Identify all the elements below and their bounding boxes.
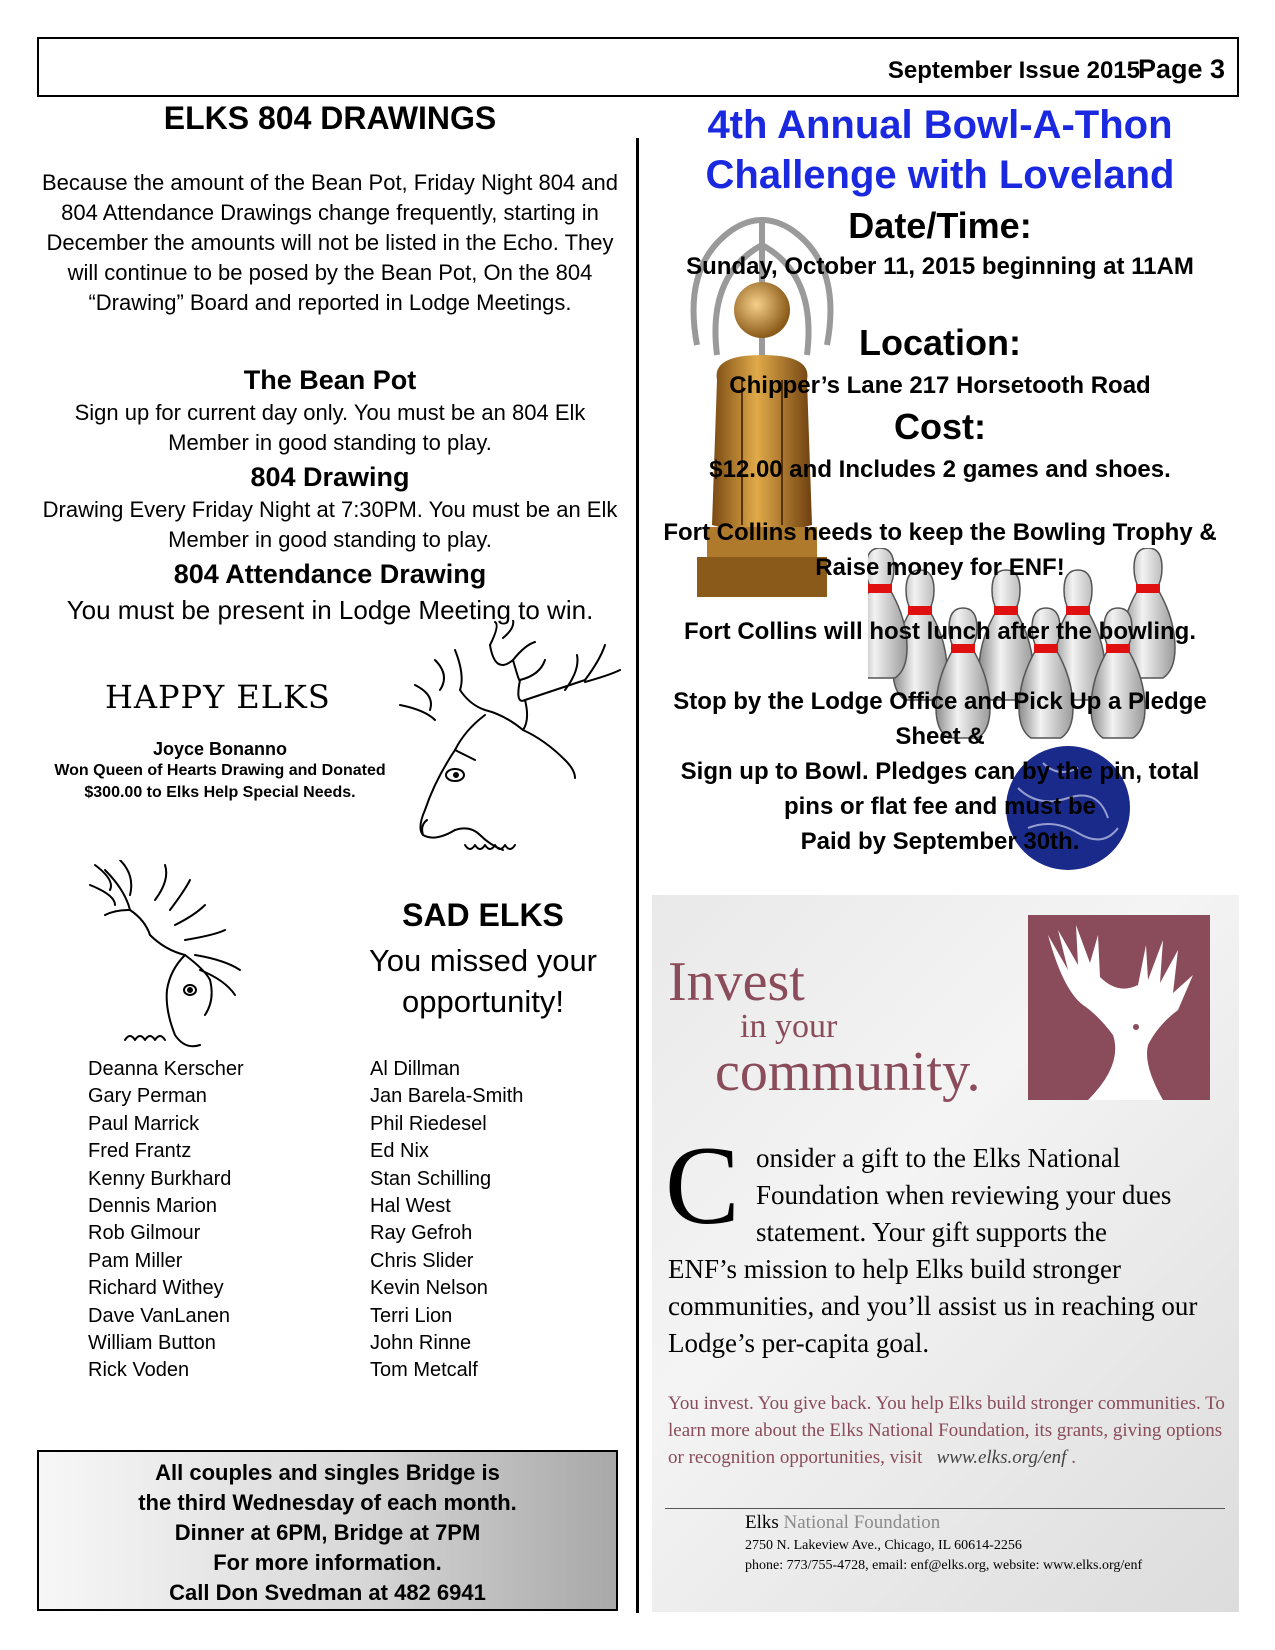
bowl-paragraph-2: Fort Collins will host lunch after the bowling. xyxy=(684,618,1196,645)
happy-elks-note xyxy=(50,738,390,804)
location-text: Chipper’s Lane 217 Horsetooth Road xyxy=(729,372,1151,399)
bean-pot-heading: The Bean Pot xyxy=(243,365,417,395)
list-item: Phil Riedesel xyxy=(370,1112,487,1135)
bridge-line: the third Wednesday of each month. xyxy=(138,1490,517,1515)
drop-cap: C xyxy=(665,1124,740,1248)
bowl-a-thon-title xyxy=(655,100,1225,200)
drawing-804-text: Drawing Every Friday Night at 7:30PM. You must be an Elk Member in good standing to play. xyxy=(42,497,618,552)
list-item: Rick Voden xyxy=(88,1359,190,1382)
happy-elk-text: Won Queen of Hearts Drawing and Donated $300.00 to Elks Help Special Needs. xyxy=(54,762,386,801)
bowl-paragraph-5: Paid by September 30th. xyxy=(800,828,1080,855)
enf-org-name-1: Elks xyxy=(745,1512,779,1533)
list-item: Al Dillman xyxy=(370,1058,461,1080)
list-item: Dennis Marion xyxy=(88,1195,217,1218)
list-item: Chris Slider xyxy=(370,1249,474,1272)
list-item: Terri Lion xyxy=(370,1304,453,1327)
list-item: Kevin Nelson xyxy=(370,1277,488,1300)
cost-heading: Cost: xyxy=(894,406,986,447)
list-item: William Button xyxy=(88,1332,216,1355)
enf-note-text: You invest. You give back. You help Elks build stronger communities. To learn more about the Elks National Foundation, its grants, giving options or recognition opportunities, visit xyxy=(668,1393,1225,1468)
bean-pot-text: Sign up for current day only. You must be an 804 Elk Member in good standing to play. xyxy=(74,400,586,455)
bridge-info-box xyxy=(37,1450,618,1611)
elk-head-sad-icon xyxy=(85,860,260,1060)
enf-contact xyxy=(745,1536,1142,1576)
happy-elks-title: HAPPY ELKS xyxy=(105,678,331,716)
sad-elks-subtitle: You missed your opportunity! xyxy=(368,943,598,1019)
date-text: Sunday, October 11, 2015 beginning at 11AM xyxy=(686,253,1194,280)
list-item: Jan Barela-Smith xyxy=(370,1085,524,1108)
enf-divider xyxy=(665,1508,1225,1509)
drawings-title: ELKS 804 DRAWINGS xyxy=(163,100,497,136)
page-number: Page 3 xyxy=(1137,54,1225,84)
bridge-line: Call Don Svedman at 482 6941 xyxy=(169,1580,486,1605)
elk-head-happy-icon xyxy=(395,620,625,875)
sad-elks-names-col2 xyxy=(370,1056,523,1385)
list-item: Ray Gefroh xyxy=(370,1222,473,1245)
bowl-title-line2: Challenge with Loveland xyxy=(705,153,1175,197)
enf-note-end: . xyxy=(1071,1447,1076,1468)
sad-elks-names-col1 xyxy=(88,1056,244,1385)
bowl-paragraph-4: Sign up to Bowl. Pledges can by the pin, total pins or flat fee and must be xyxy=(680,758,1200,820)
list-item: Tom Metcalf xyxy=(370,1359,478,1382)
community-word: community. xyxy=(715,1041,981,1103)
bowl-paragraph-3: Stop by the Lodge Office and Pick Up a Pledge Sheet & xyxy=(673,688,1207,750)
list-item: Gary Perman xyxy=(88,1085,207,1108)
drawing-804-heading: 804 Drawing xyxy=(250,462,410,492)
enf-org-name xyxy=(745,1512,940,1534)
list-item: Stan Schilling xyxy=(370,1167,492,1190)
list-item: Deanna Kerscher xyxy=(88,1058,244,1080)
issue-label: September Issue 2015 xyxy=(887,57,1140,84)
list-item: Richard Withey xyxy=(88,1277,224,1300)
list-item: Pam Miller xyxy=(88,1249,183,1272)
enf-body-rest: ENF’s mission to help Elks build stronger communities, and you’ll assist us in reaching our Lodge’s per-capita goal. xyxy=(668,1254,1198,1358)
enf-url-link[interactable]: www.elks.org/enf xyxy=(936,1447,1067,1468)
enf-note xyxy=(668,1390,1228,1471)
attendance-text: You must be present in Lodge Meeting to win. xyxy=(66,595,594,625)
bridge-line: For more information. xyxy=(213,1550,442,1575)
in-your-word: in your xyxy=(740,1008,838,1045)
enf-org-name-2: National Foundation xyxy=(783,1512,941,1533)
bowl-title-line1: 4th Annual Bowl-A-Thon xyxy=(707,103,1173,147)
list-item: John Rinne xyxy=(370,1332,472,1355)
enf-contact-line: phone: 773/755-4728, email: enf@elks.org, website: www.elks.org/enf xyxy=(745,1558,1143,1573)
list-item: Kenny Burkhard xyxy=(88,1167,232,1190)
cost-text: $12.00 and Includes 2 games and shoes. xyxy=(709,456,1171,483)
drawings-intro: Because the amount of the Bean Pot, Friday Night 804 and 804 Attendance Drawings change frequently, starting in December the amounts will not be listed in the Echo. They will continue to be posed by the Bean Pot, On the 804 “Drawing” Board and reported in Lodge Meetings. xyxy=(41,170,619,315)
list-item: Dave VanLanen xyxy=(88,1304,230,1327)
list-item: Fred Frantz xyxy=(88,1140,192,1163)
elk-logo-icon xyxy=(1028,915,1210,1100)
list-item: Paul Marrick xyxy=(88,1112,200,1135)
list-item: Hal West xyxy=(370,1195,451,1218)
column-divider xyxy=(636,138,639,1613)
date-heading: Date/Time: xyxy=(848,205,1032,246)
list-item: Ed Nix xyxy=(370,1140,429,1163)
invest-word: Invest xyxy=(668,951,805,1013)
bridge-line: All couples and singles Bridge is xyxy=(155,1460,500,1485)
enf-logo-block xyxy=(1028,915,1210,1100)
enf-body-first: onsider a gift to the Elks National Foundation when reviewing your dues statement. Your gift supports the xyxy=(756,1143,1172,1247)
attendance-heading: 804 Attendance Drawing xyxy=(173,559,487,589)
location-heading: Location: xyxy=(859,322,1021,363)
list-item: Rob Gilmour xyxy=(88,1222,201,1245)
sad-elks-title: SAD ELKS xyxy=(402,897,564,933)
enf-address: 2750 N. Lakeview Ave., Chicago, IL 60614-2256 xyxy=(745,1538,1022,1553)
bridge-line: Dinner at 6PM, Bridge at 7PM xyxy=(174,1520,481,1545)
bowl-paragraph-1: Fort Collins needs to keep the Bowling Trophy & Raise money for ENF! xyxy=(663,519,1217,581)
happy-elk-name: Joyce Bonanno xyxy=(152,739,288,759)
